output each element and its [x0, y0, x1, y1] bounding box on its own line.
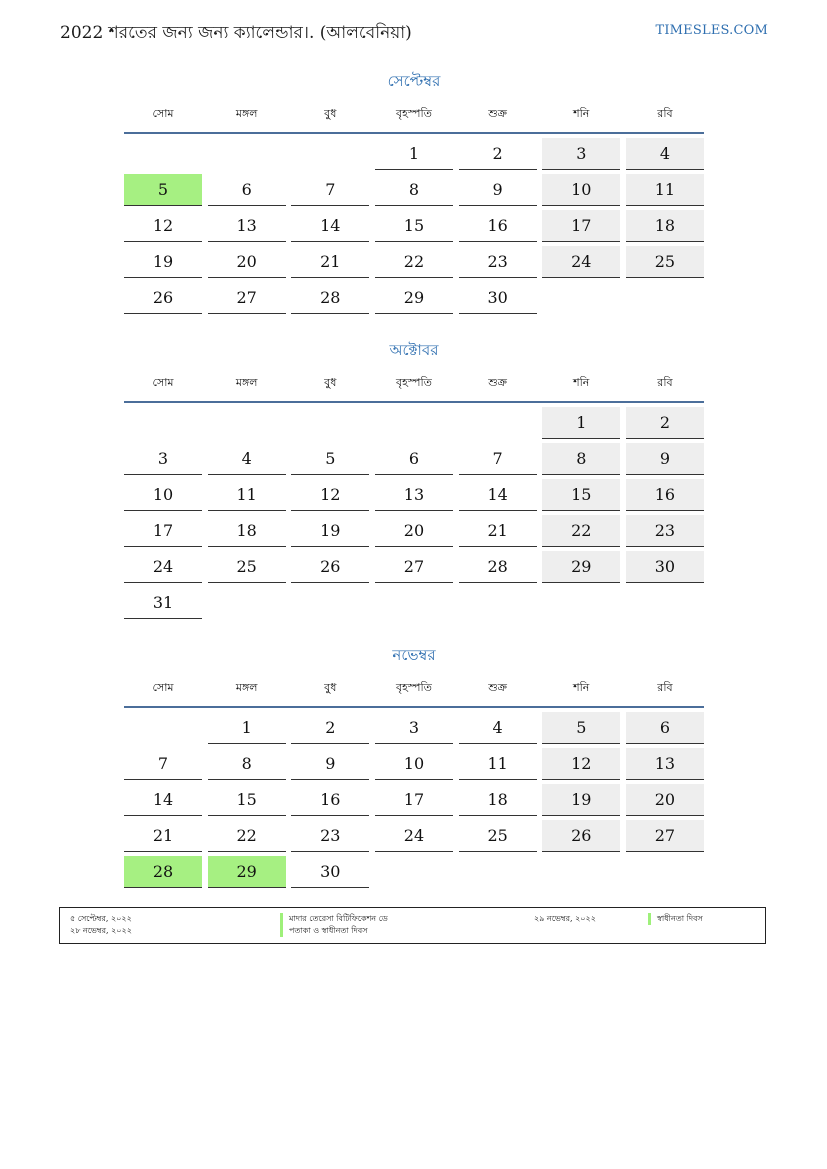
day-cell[interactable]: 13 [626, 748, 704, 780]
day-cell[interactable]: 26 [291, 551, 369, 583]
day-cell[interactable]: 8 [542, 443, 620, 475]
weekday-label: বুধ [324, 376, 337, 389]
day-cell[interactable]: 28 [124, 856, 202, 888]
day-cell[interactable]: 2 [459, 138, 537, 170]
day-cell[interactable]: 19 [124, 246, 202, 278]
month-block [124, 339, 704, 619]
day-cell[interactable]: 14 [459, 479, 537, 511]
day-cell[interactable]: 17 [542, 210, 620, 242]
day-cell[interactable]: 3 [124, 443, 202, 475]
legend-name-list [280, 913, 388, 937]
empty-day-cell [208, 587, 286, 619]
month-block [124, 70, 704, 314]
empty-day-cell [542, 856, 620, 888]
weekday-label: শুক্র [488, 681, 507, 694]
empty-day-cell [375, 587, 453, 619]
legend-date: ৫ সেপ্টেম্বর, ২০২২ [70, 914, 132, 923]
weekday-label: রবি [657, 681, 673, 694]
month-title: অক্টোবর [389, 341, 439, 359]
month-title: নভেম্বর [392, 646, 436, 664]
day-cell[interactable]: 27 [208, 282, 286, 314]
week-row [124, 587, 704, 619]
legend-holiday-name: পতাকা ও স্বাধীনতা দিবস [280, 925, 388, 937]
empty-day-cell [375, 856, 453, 888]
empty-day-cell [459, 587, 537, 619]
day-cell[interactable]: 21 [291, 246, 369, 278]
day-cell[interactable]: 4 [626, 138, 704, 170]
day-cell[interactable]: 22 [375, 246, 453, 278]
day-cell[interactable]: 26 [542, 820, 620, 852]
empty-day-cell [291, 407, 369, 439]
day-cell[interactable]: 4 [459, 712, 537, 744]
day-cell[interactable]: 31 [124, 587, 202, 619]
day-cell[interactable]: 20 [375, 515, 453, 547]
weekday-label: সোম [152, 681, 174, 694]
day-cell[interactable]: 20 [208, 246, 286, 278]
day-grid [124, 407, 704, 619]
empty-day-cell [626, 282, 704, 314]
day-cell[interactable]: 16 [626, 479, 704, 511]
legend-date: ২৮ নভেম্বর, ২০২২ [70, 926, 132, 935]
day-grid [124, 138, 704, 314]
weekday-label: মঙ্গল [235, 681, 258, 694]
day-cell[interactable]: 5 [124, 174, 202, 206]
legend-date: ২৯ নভেম্বর, ২০২২ [534, 914, 596, 923]
day-cell[interactable]: 16 [459, 210, 537, 242]
day-cell[interactable]: 19 [291, 515, 369, 547]
week-row [124, 138, 704, 170]
empty-day-cell [291, 138, 369, 170]
day-cell[interactable]: 14 [124, 784, 202, 816]
page-title: 2022 শরতের জন্য জন্য ক্যালেন্ডার।. (আলবেনিয়া) [60, 23, 412, 43]
day-cell[interactable]: 14 [291, 210, 369, 242]
empty-day-cell [542, 282, 620, 314]
day-cell[interactable]: 3 [542, 138, 620, 170]
day-cell[interactable]: 27 [375, 551, 453, 583]
weekday-label: শনি [573, 107, 590, 120]
day-cell[interactable]: 23 [291, 820, 369, 852]
site-link[interactable]: TIMESLES.COM [655, 23, 768, 38]
day-cell[interactable]: 27 [626, 820, 704, 852]
weekday-label: সোম [152, 107, 174, 120]
day-cell[interactable]: 16 [291, 784, 369, 816]
empty-day-cell [459, 407, 537, 439]
day-cell[interactable]: 15 [208, 784, 286, 816]
week-row [124, 515, 704, 547]
day-cell[interactable]: 9 [626, 443, 704, 475]
weekday-label: বৃহস্পতি [396, 107, 432, 120]
week-row [124, 784, 704, 816]
day-cell[interactable]: 5 [291, 443, 369, 475]
holiday-legend [59, 907, 766, 944]
day-cell[interactable]: 28 [459, 551, 537, 583]
empty-day-cell [626, 856, 704, 888]
day-cell[interactable]: 2 [626, 407, 704, 439]
day-cell[interactable]: 18 [626, 210, 704, 242]
day-cell[interactable]: 3 [375, 712, 453, 744]
day-cell[interactable]: 23 [626, 515, 704, 547]
day-cell[interactable]: 20 [626, 784, 704, 816]
day-cell[interactable]: 13 [208, 210, 286, 242]
day-cell[interactable]: 1 [542, 407, 620, 439]
empty-day-cell [124, 138, 202, 170]
day-cell[interactable]: 30 [291, 856, 369, 888]
week-row [124, 479, 704, 511]
weekday-header [124, 375, 704, 403]
day-cell[interactable]: 23 [459, 246, 537, 278]
day-cell[interactable]: 8 [375, 174, 453, 206]
day-cell[interactable]: 10 [542, 174, 620, 206]
day-cell[interactable]: 21 [124, 820, 202, 852]
day-cell[interactable]: 4 [208, 443, 286, 475]
weekday-label: সোম [152, 376, 174, 389]
weekday-label: শুক্র [488, 376, 507, 389]
day-cell[interactable]: 25 [208, 551, 286, 583]
week-row [124, 174, 704, 206]
day-cell[interactable]: 19 [542, 784, 620, 816]
weekday-label: রবি [657, 107, 673, 120]
legend-holiday-name: স্বাধীনতা দিবস [648, 913, 703, 925]
day-cell[interactable]: 12 [124, 210, 202, 242]
day-cell[interactable]: 10 [375, 748, 453, 780]
week-row [124, 856, 704, 888]
weekday-label: মঙ্গল [235, 107, 258, 120]
month-title: সেপ্টেম্বর [387, 72, 441, 90]
day-cell[interactable]: 28 [291, 282, 369, 314]
empty-day-cell [542, 587, 620, 619]
day-cell[interactable]: 29 [375, 282, 453, 314]
day-grid [124, 712, 704, 888]
day-cell[interactable]: 1 [208, 712, 286, 744]
day-cell[interactable]: 6 [208, 174, 286, 206]
day-cell[interactable]: 24 [542, 246, 620, 278]
empty-day-cell [208, 138, 286, 170]
day-cell[interactable]: 10 [124, 479, 202, 511]
day-cell[interactable]: 21 [459, 515, 537, 547]
day-cell[interactable]: 15 [542, 479, 620, 511]
empty-day-cell [208, 407, 286, 439]
day-cell[interactable]: 13 [375, 479, 453, 511]
day-cell[interactable]: 18 [208, 515, 286, 547]
weekday-label: রবি [657, 376, 673, 389]
day-cell[interactable]: 7 [124, 748, 202, 780]
week-row [124, 748, 704, 780]
week-row [124, 551, 704, 583]
day-cell[interactable]: 22 [542, 515, 620, 547]
weekday-header [124, 106, 704, 134]
day-cell[interactable]: 2 [291, 712, 369, 744]
day-cell[interactable]: 25 [459, 820, 537, 852]
day-cell[interactable]: 26 [124, 282, 202, 314]
weekday-label: শনি [573, 681, 590, 694]
empty-day-cell [459, 856, 537, 888]
day-cell[interactable]: 9 [291, 748, 369, 780]
legend-date-list [70, 913, 132, 937]
week-row [124, 210, 704, 242]
empty-day-cell [124, 407, 202, 439]
day-cell[interactable]: 25 [626, 246, 704, 278]
day-cell[interactable]: 30 [626, 551, 704, 583]
day-cell[interactable]: 22 [208, 820, 286, 852]
day-cell[interactable]: 24 [124, 551, 202, 583]
day-cell[interactable]: 7 [291, 174, 369, 206]
day-cell[interactable]: 6 [626, 712, 704, 744]
day-cell[interactable]: 7 [459, 443, 537, 475]
day-cell[interactable]: 12 [542, 748, 620, 780]
weekday-label: বুধ [324, 681, 337, 694]
week-row [124, 407, 704, 439]
day-cell[interactable]: 9 [459, 174, 537, 206]
day-cell[interactable]: 8 [208, 748, 286, 780]
day-cell[interactable]: 11 [626, 174, 704, 206]
week-row [124, 443, 704, 475]
day-cell[interactable]: 29 [542, 551, 620, 583]
weekday-label: বুধ [324, 107, 337, 120]
day-cell[interactable]: 11 [459, 748, 537, 780]
weekday-label: মঙ্গল [235, 376, 258, 389]
weekday-label: শনি [573, 376, 590, 389]
day-cell[interactable]: 18 [459, 784, 537, 816]
day-cell[interactable]: 5 [542, 712, 620, 744]
day-cell[interactable]: 12 [291, 479, 369, 511]
day-cell[interactable]: 11 [208, 479, 286, 511]
weekday-header [124, 680, 704, 708]
week-row [124, 282, 704, 314]
day-cell[interactable]: 24 [375, 820, 453, 852]
day-cell[interactable]: 29 [208, 856, 286, 888]
day-cell[interactable]: 1 [375, 138, 453, 170]
day-cell[interactable]: 15 [375, 210, 453, 242]
weekday-label: শুক্র [488, 107, 507, 120]
empty-day-cell [291, 587, 369, 619]
week-row [124, 820, 704, 852]
empty-day-cell [626, 587, 704, 619]
week-row [124, 246, 704, 278]
day-cell[interactable]: 17 [124, 515, 202, 547]
day-cell[interactable]: 6 [375, 443, 453, 475]
empty-day-cell [124, 712, 202, 744]
empty-day-cell [375, 407, 453, 439]
day-cell[interactable]: 30 [459, 282, 537, 314]
weekday-label: বৃহস্পতি [396, 681, 432, 694]
month-block [124, 644, 704, 888]
week-row [124, 712, 704, 744]
weekday-label: বৃহস্পতি [396, 376, 432, 389]
day-cell[interactable]: 17 [375, 784, 453, 816]
legend-holiday-name: মাদার তেরেসা বিটিফিকেশন ডে [280, 913, 388, 925]
